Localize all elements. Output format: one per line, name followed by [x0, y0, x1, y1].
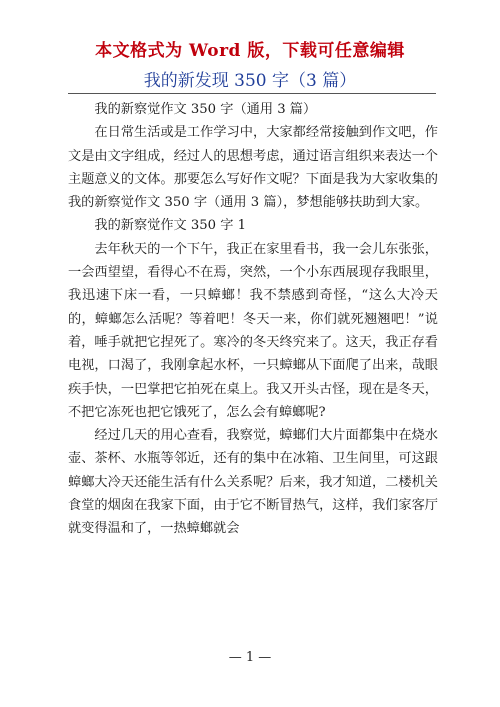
page-number: — 1 —: [228, 650, 272, 665]
essay-heading: 我的新察觉作文 350 字（通用 3 篇）: [94, 102, 317, 117]
essay-subheading: 我的新察觉作文 350 字 1: [94, 218, 247, 234]
document-body: [68, 98, 438, 541]
body-paragraph: 去年秋天的一个下午，我正在家里看书，我一会儿东张张，一会西望望，看得心不在焉，突然，一个小东西展现存我眼里，我迅速下床一看，一只蟑螂！我不禁感到奇怪，“这么大冷天的，蟑螂怎么活呢？等着吧！冬天一来，你们就死翘翘吧！”说着，唾手就把它捏死了。寒冷的冬天终究来了。这天，我正存看电视，口渴了，我刚拿起水杯，一只蟑螂从下面爬了出来，哉眼疾手快，一巴掌把它拍死在桌上。我又开头古怪，现在是冬天，不把它冻死也把它饿死了，怎么会有蟑螂呢?: [68, 241, 438, 420]
header-divider: [68, 93, 436, 94]
document-title: 我的新发现 350 字（3 篇）: [143, 71, 357, 91]
intro-paragraph: 在日常生活或是工作学习中，大家都经常接触到作文吧，作文是由文字组成，经过人的思想考虑，通过语言组织来表达一个主题意义的文体。那要怎么写好作文呢？下面是我为大家收集的我的新察觉作文 350 字（通用 3 篇），梦想能够扶助到大家。: [68, 125, 438, 211]
format-banner: 本文格式为 Word 版，下载可任意编辑: [95, 41, 405, 61]
body-paragraph: 经过几天的用心查看，我察觉，蟑螂们大片面都集中在烧水壶、茶杯、水瓶等邻近，还有的集中在冰箱、卫生间里，可这跟蟑螂大冷天还能生活有什么关系呢？后来，我才知道，二楼机关食堂的烟囱在我家下面，由于它不断冒热气，这样，我们家客厅就变得温和了，一热蟑螂就会: [68, 428, 438, 537]
